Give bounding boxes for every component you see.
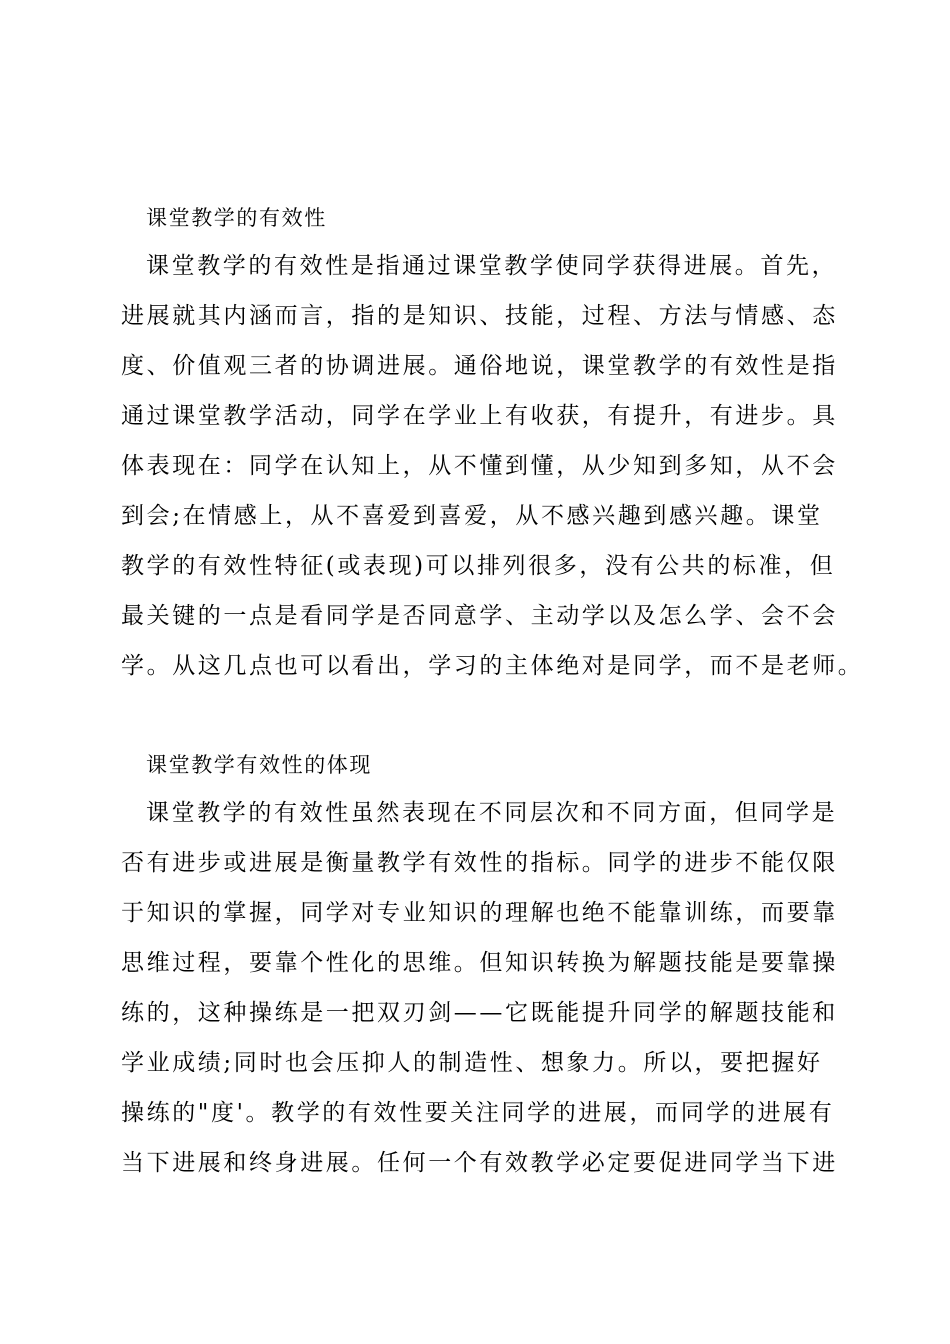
section-2-line-4: 思维过程，要靠个性化的思维。但知识转换为解题技能是要靠操 [121,950,838,976]
section-1-line-3: 度、价值观三者的协调进展。通俗地说，课堂教学的有效性是指 [121,353,838,379]
section-1-line-9: 学。从这几点也可以看出，学习的主体绝对是同学，而不是老师。 [121,653,864,679]
section-2-line-6: 学业成绩;同时也会压抑人的制造性、想象力。所以，要把握好 [121,1050,823,1076]
section-1-line-8: 最关键的一点是看同学是否同意学、主动学以及怎么学、会不会 [121,603,838,629]
section-2-line-3: 于知识的掌握，同学对专业知识的理解也绝不能靠训练，而要靠 [121,900,838,926]
section-1-line-5: 体表现在：同学在认知上，从不懂到懂，从少知到多知，从不会 [121,453,838,479]
section-2-line-1: 课堂教学的有效性虽然表现在不同层次和不同方面，但同学是 [146,800,838,826]
section-1-line-1: 课堂教学的有效性是指通过课堂教学使同学获得进展。首先， [146,253,838,279]
section-2-line-8: 当下进展和终身进展。任何一个有效教学必定要促进同学当下进 [121,1150,838,1176]
section-1-title: 课堂教学的有效性 [146,206,327,230]
section-2-title: 课堂教学有效性的体现 [146,753,372,777]
section-1-line-2: 进展就其内涵而言，指的是知识、技能，过程、方法与情感、态 [121,303,838,329]
section-2-line-5: 练的，这种操练是一把双刃剑——它既能提升同学的解题技能和 [121,1000,838,1026]
section-1-line-4: 通过课堂教学活动，同学在学业上有收获，有提升，有进步。具 [121,403,838,429]
section-2-line-7: 操练的"度'。教学的有效性要关注同学的进展，而同学的进展有 [121,1100,835,1126]
section-1-line-7: 教学的有效性特征(或表现)可以排列很多，没有公共的标准，但 [121,553,836,579]
section-2-line-2: 否有进步或进展是衡量教学有效性的指标。同学的进步不能仅限 [121,850,838,876]
section-1-line-6: 到会;在情感上，从不喜爱到喜爱，从不感兴趣到感兴趣。课堂 [121,503,823,529]
